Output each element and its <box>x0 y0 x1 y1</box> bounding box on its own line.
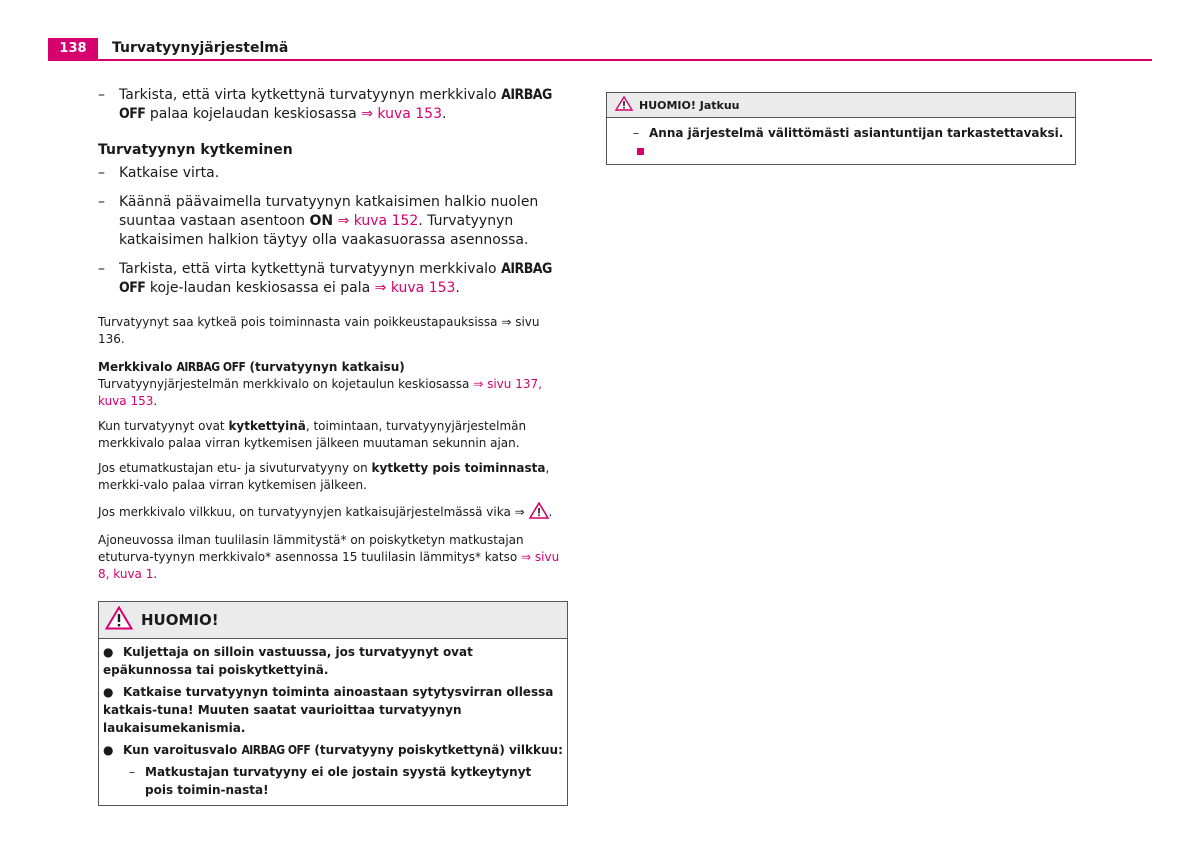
para-text-cont: , toimintaan, turvatyynyjärjestelmän merkkivalo palaa virran kytkemisen jälkeen muutaman sekunnin ajan. <box>98 419 527 450</box>
bullet: ● <box>103 645 114 659</box>
chapter-title: Turvatyynyjärjestelmä <box>112 40 289 56</box>
continued-text: Anna järjestelmä välittömästi asiantuntijan tarkastettavaksi. <box>649 126 1064 140</box>
step-end: . <box>455 280 460 296</box>
paragraph-2 <box>98 418 568 452</box>
bullet: ● <box>103 685 114 699</box>
para-end: . <box>153 567 158 581</box>
figure-link[interactable]: kuva 153 <box>377 106 442 122</box>
right-column <box>606 92 1076 165</box>
continued-body <box>607 118 1075 164</box>
airbag-off-label: AIRBAG OFF <box>241 743 311 757</box>
warning-box-body <box>99 639 567 805</box>
warning-item <box>103 741 563 759</box>
sub-dash: – <box>633 126 639 140</box>
paragraph-3 <box>98 460 568 494</box>
warning-item-text-cont: (turvatyyny poiskytkettynä) vilkkuu: <box>310 743 563 757</box>
step-3 <box>98 260 568 298</box>
airbag-off-label: AIRBAG OFF <box>119 261 552 296</box>
ref-arrow: ⇒ <box>374 280 387 296</box>
continued-title: HUOMIO! Jatkuu <box>639 98 740 112</box>
step-text-cont: koje-laudan keskiosassa ei pala <box>145 280 375 296</box>
airbag-off-label: AIRBAG OFF <box>176 360 246 374</box>
step-text: Tarkista, että virta kytkettynä turvatyynyn merkkivalo <box>119 87 502 103</box>
step-end: . <box>442 106 447 122</box>
subheading <box>98 360 568 374</box>
page-number: 138 <box>48 38 98 60</box>
intro-step <box>98 86 568 124</box>
step-text-cont: palaa kojelaudan keskiosassa <box>145 106 362 122</box>
note-text: Turvatyynyt saa kytkeä pois toiminnasta vain poikkeustapauksissa ⇒ sivu 136. <box>98 315 540 346</box>
paragraph-4 <box>98 502 568 524</box>
warning-box <box>98 601 568 806</box>
end-square-icon <box>637 148 644 155</box>
paragraph-5 <box>98 532 568 583</box>
section-title: Turvatyynyn kytkeminen <box>98 142 293 158</box>
step-text: Katkaise virta. <box>119 165 220 181</box>
airbag-off-label: AIRBAG OFF <box>119 87 552 122</box>
ref-arrow: ⇒ <box>337 213 350 229</box>
para-text: Turvatyynyjärjestelmän merkkivalo on kojetaulun keskiosassa <box>98 377 474 391</box>
warning-box-header <box>99 602 567 639</box>
bullet: ● <box>103 743 114 757</box>
on-label: ON <box>309 213 334 229</box>
warning-item-text: Katkaise turvatyynyn toiminta ainoastaan sytytysvirran ollessa katkais-tuna! Muuten saatat vaurioittaa turvatyynyn laukaisumekanismia. <box>103 685 554 735</box>
step-dash: – <box>98 87 105 103</box>
para-text: Jos etumatkustajan etu- ja sivuturvatyyny on <box>98 461 372 475</box>
step-text: Tarkista, että virta kytkettynä turvatyynyn merkkivalo <box>119 261 502 277</box>
warning-item-text: Kuljettaja on silloin vastuussa, jos turvatyynyt ovat epäkunnossa tai poiskytkettyinä. <box>103 645 473 677</box>
warning-item <box>103 683 563 737</box>
step-text-cont: . Turvatyynyn katkaisimen halkion täytyy olla vaakasuorassa asennossa. <box>119 213 529 248</box>
para-text: Ajoneuvossa ilman tuulilasin lämmitystä* on poiskytketyn matkustajan etuturva-tyynyn merkkivalo* asennossa 15 tuulilasin lämmitys* katso <box>98 533 524 564</box>
warning-subitem-text: Matkustajan turvatyyny ei ole jostain syystä kytkeytynyt pois toimin-nasta! <box>145 765 532 797</box>
warning-triangle-icon <box>105 606 133 634</box>
step-dash: – <box>98 165 105 181</box>
step-text: Käännä päävaimella turvatyynyn katkaisimen halkio nuolen suuntaa vastaan asentoon <box>119 194 539 229</box>
para-text-cont: , merkki-valo palaa virran kytkemisen jälkeen. <box>98 461 550 492</box>
subheading-pre: Merkkivalo <box>98 360 177 374</box>
sub-dash: – <box>129 765 135 779</box>
ref-arrow: ⇒ <box>473 377 484 391</box>
para-text: Jos merkkivalo vilkkuu, on turvatyynyjen katkaisujärjestelmässä vika ⇒ <box>98 505 529 519</box>
step-2 <box>98 193 568 250</box>
step-dash: – <box>98 261 105 277</box>
warning-triangle-icon <box>615 96 633 114</box>
figure-link[interactable]: kuva 153 <box>390 280 456 296</box>
paragraph-1 <box>98 376 568 410</box>
warning-item-text: Kun varoitusvalo <box>123 743 242 757</box>
bold-term: kytkettyinä <box>228 419 306 433</box>
page-link[interactable]: sivu 8, kuva 1 <box>98 550 560 581</box>
warning-triangle-icon <box>529 502 549 524</box>
step-1 <box>98 164 568 183</box>
ref-arrow: ⇒ <box>521 550 532 564</box>
left-column <box>98 86 568 806</box>
warning-item <box>103 643 563 679</box>
warning-subitem <box>103 763 563 799</box>
figure-link[interactable]: kuva 153 <box>98 394 154 408</box>
warning-title: HUOMIO! <box>141 611 219 629</box>
bold-term: kytketty pois toiminnasta <box>371 461 546 475</box>
para-text: Kun turvatyynyt ovat <box>98 419 229 433</box>
subheading-post: (turvatyynyn katkaisu) <box>245 360 405 374</box>
para-end: . <box>548 505 553 519</box>
ref-arrow: ⇒ <box>361 106 373 122</box>
continued-warning-box <box>606 92 1076 165</box>
para-end: . <box>153 394 158 408</box>
continued-header <box>607 93 1075 118</box>
figure-link[interactable]: kuva 152 <box>353 213 419 229</box>
page-link[interactable]: sivu 137, <box>487 377 542 391</box>
step-dash: – <box>98 194 105 210</box>
header-rule <box>48 59 1152 61</box>
